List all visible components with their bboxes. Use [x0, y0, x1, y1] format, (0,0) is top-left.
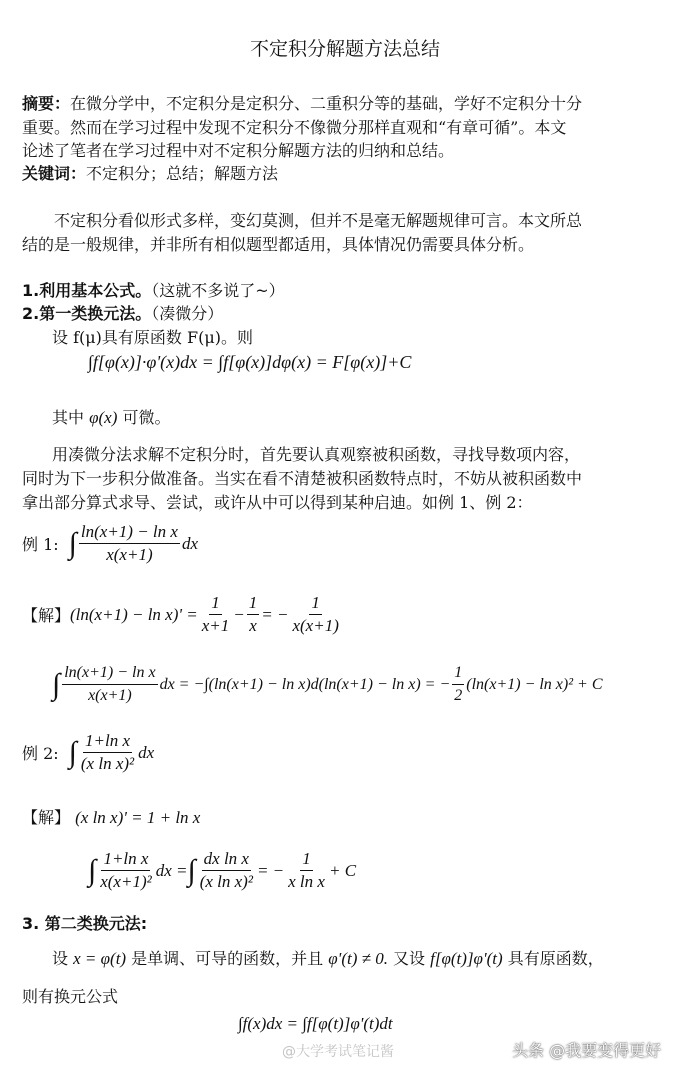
fraction-b-numerator: dx ln x: [202, 848, 251, 871]
fraction-numerator: 1+ln x: [83, 730, 132, 753]
integral-sign: ∫: [88, 853, 97, 887]
solution-derivative: (x ln x)' = 1 + ln x: [75, 808, 201, 827]
term-3-numerator: 1: [309, 592, 322, 615]
where-prefix: 其中: [52, 408, 85, 427]
differential: dx: [181, 533, 198, 553]
section-2-setup: 设 f(μ)具有原函数 F(μ)。则: [52, 328, 253, 347]
example-2-result: ∫ $\frac{\text{1+ln x}}{\text{x(x+1)²}}$ dx = ∫ $\frac{\text{dx ln x}}{\text{(x ln x)²}}$ = − $\frac{1}{\text{x ln x}}$ + C: [88, 849, 357, 891]
section-1: [22, 278, 285, 301]
section-2-heading: 2.第一类换元法。: [22, 304, 152, 323]
section-2-para-3: 拿出部分算式求导、尝试，或许从中可以得到某种启迪。如例 1、例 2：: [22, 493, 533, 512]
intro-line-2: 结的是一般规律，并非所有相似题型都适用，具体情况仍需要具体分析。: [22, 235, 535, 254]
section-2-para-2: 同时为下一步积分做准备。当实在看不清楚被积函数特点时，不妨从被积函数中: [22, 469, 583, 488]
watermark-right: 头条 @我要变得更好: [512, 1041, 662, 1060]
integral-sign: ∫: [187, 853, 196, 887]
example-2-integral: [69, 730, 155, 775]
section-3-heading: 3. 第二类换元法:: [22, 914, 148, 933]
section-3-line-1: [52, 946, 604, 969]
half-denominator: 2: [454, 687, 463, 704]
keywords-text: 不定积分；总结；解题方法: [86, 164, 279, 183]
abstract-text-3: 论述了笔者在学习过程中对不定积分解题方法的归纳和总结。: [22, 141, 455, 160]
fraction-a-numerator: 1+ln x: [101, 848, 150, 871]
keywords-label: 关键词：: [22, 164, 87, 183]
fraction-c-numerator: 1: [300, 848, 313, 871]
solution-label: 【解】: [22, 808, 71, 827]
section-3-line-2: 则有换元公式: [22, 987, 119, 1006]
section-3-formula: ∫f(x)dx = ∫f[φ(t)]φ'(t)dt: [238, 1014, 393, 1033]
section-1-heading: 1.利用基本公式。: [22, 281, 152, 300]
example-2-label: 例 2:: [22, 744, 59, 763]
section-2-note: （凑微分）: [151, 304, 224, 323]
half-numerator: 1: [452, 662, 464, 685]
term-2-denominator: x: [249, 616, 257, 635]
fraction-b-denominator: (x ln x)²: [199, 872, 253, 891]
abstract-label: 摘要：: [22, 94, 71, 113]
fraction-numerator: ln(x+1) − ln x: [62, 662, 157, 685]
s3-math-2: φ'(t) ≠ 0.: [328, 949, 388, 968]
solution-derivative: (ln(x+1) − ln x)' = $\frac{1}{x+1}$ − $\frac{1}{x}$ = − $\frac{1}{x(x+1)}$: [70, 593, 339, 635]
example-1: [22, 521, 198, 566]
example-1-result: [52, 662, 603, 707]
example-2: [22, 730, 154, 775]
integral-sign: ∫: [52, 667, 61, 701]
keywords-line: [22, 161, 278, 184]
example-1-solution: [22, 592, 343, 637]
term-2-numerator: 1: [247, 592, 260, 615]
s3-text-a: 设: [52, 949, 69, 968]
solution-label: 【解】: [22, 606, 71, 625]
where-math: φ(x): [89, 408, 118, 427]
fraction-numerator: ln(x+1) − ln x: [79, 521, 180, 544]
example-2-solution: [22, 805, 200, 828]
term-1-numerator: 1: [209, 592, 222, 615]
term-3-denominator: x(x+1): [292, 616, 339, 635]
section-2-para-1: 用凑微分法求解不定积分时，首先要认真观察被积函数，寻找导数项内容，: [52, 445, 581, 464]
intro-line-1: 不定积分看似形式多样，变幻莫测，但并不是毫无解题规律可言。本文所总: [54, 211, 583, 230]
term-1-denominator: x+1: [201, 616, 230, 635]
section-2-formula: ∫f[φ(x)]·φ'(x)dx = ∫f[φ(x)]dφ(x) = F[φ(x)]+C: [88, 352, 412, 372]
result-end: (ln(x+1) − ln x)² + C: [466, 675, 603, 693]
integral-sign: ∫: [68, 735, 77, 769]
fraction-denominator: x(x+1): [106, 545, 153, 564]
watermark-left: @大学考试笔记酱: [282, 1044, 394, 1060]
example-1-label: 例 1:: [22, 535, 59, 554]
fraction-denominator: x(x+1): [88, 687, 132, 704]
s3-math-1: x = φ(t): [73, 949, 127, 968]
s3-text-d: 具有原函数，: [507, 949, 604, 968]
where-suffix: 可微。: [122, 408, 171, 427]
section-2: [22, 301, 223, 324]
abstract-text-2: 重要。然而在学习过程中发现不定积分不像微分那样直观和“有章可循”。本文: [22, 118, 567, 137]
page-title: 不定积分解题方法总结: [249, 38, 440, 60]
result-middle: dx = −∫(ln(x+1) − ln x)d(ln(x+1) − ln x) = −: [159, 675, 451, 693]
s3-text-b: 是单调、可导的函数，并且: [131, 949, 324, 968]
section-1-note: （这就不多说了~）: [151, 281, 285, 300]
differential: dx: [138, 742, 155, 762]
fraction-a-denominator: x(x+1)²: [100, 872, 152, 891]
fraction-denominator: (x ln x)²: [80, 754, 135, 773]
integral-sign: ∫: [68, 526, 77, 560]
section-2-where: [52, 405, 171, 428]
fraction-c-denominator: x ln x: [288, 872, 325, 891]
constant-term: + C: [328, 860, 357, 880]
abstract-text-1: 在微分学中，不定积分是定积分、二重积分等的基础，学好不定积分十分: [70, 94, 583, 113]
s3-text-c: 又设: [393, 949, 426, 968]
derivative-lhs: (ln(x+1) − ln x)' =: [70, 604, 198, 624]
example-1-integral: [69, 521, 198, 566]
abstract-line-1: [22, 91, 582, 114]
s3-math-3: f[φ(t)]φ'(t): [430, 949, 503, 968]
